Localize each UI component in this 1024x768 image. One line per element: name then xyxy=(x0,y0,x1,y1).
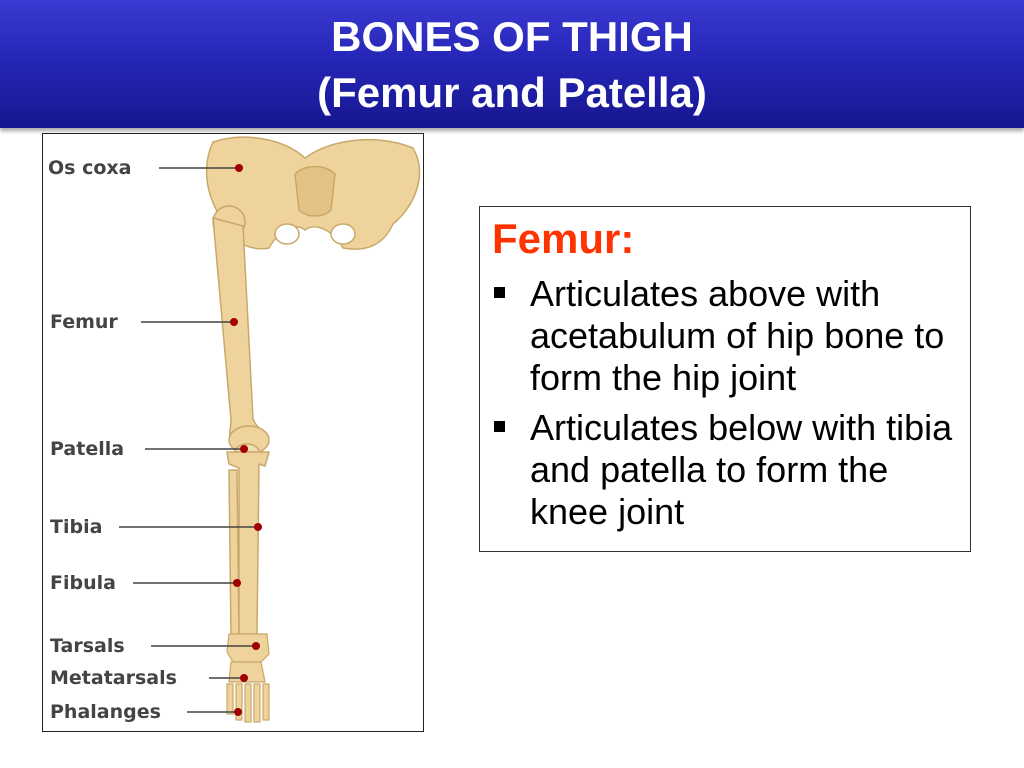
bullet-text: Articulates above with acetabulum of hip bone to form the hip joint xyxy=(530,273,945,398)
femur-info-box xyxy=(479,206,971,552)
label-patella: Patella xyxy=(50,438,125,460)
label-phalanges: Phalanges xyxy=(50,701,161,723)
label-femur: Femur xyxy=(50,311,118,333)
label-fibula: Fibula xyxy=(50,572,116,594)
slide-subtitle: (Femur and Patella) xyxy=(317,69,707,116)
bullet-item xyxy=(492,273,962,399)
bullet-item xyxy=(492,407,962,533)
skeleton-illustration xyxy=(43,134,423,731)
leg-skeleton-figure xyxy=(42,133,424,732)
label-tarsals: Tarsals xyxy=(50,635,125,657)
bullet-list xyxy=(492,273,962,541)
info-heading: Femur: xyxy=(492,215,635,262)
bullet-text: Articulates below with tibia and patella to form the knee joint xyxy=(530,407,953,532)
square-bullet-icon xyxy=(494,287,505,298)
label-metatarsals: Metatarsals xyxy=(50,667,177,689)
label-os-coxa: Os coxa xyxy=(48,157,132,179)
title-bar xyxy=(0,0,1024,128)
tibia-fibula-bones xyxy=(227,452,269,636)
label-tibia: Tibia xyxy=(50,516,103,538)
slide-title: BONES OF THIGH xyxy=(331,13,693,60)
square-bullet-icon xyxy=(494,421,505,432)
